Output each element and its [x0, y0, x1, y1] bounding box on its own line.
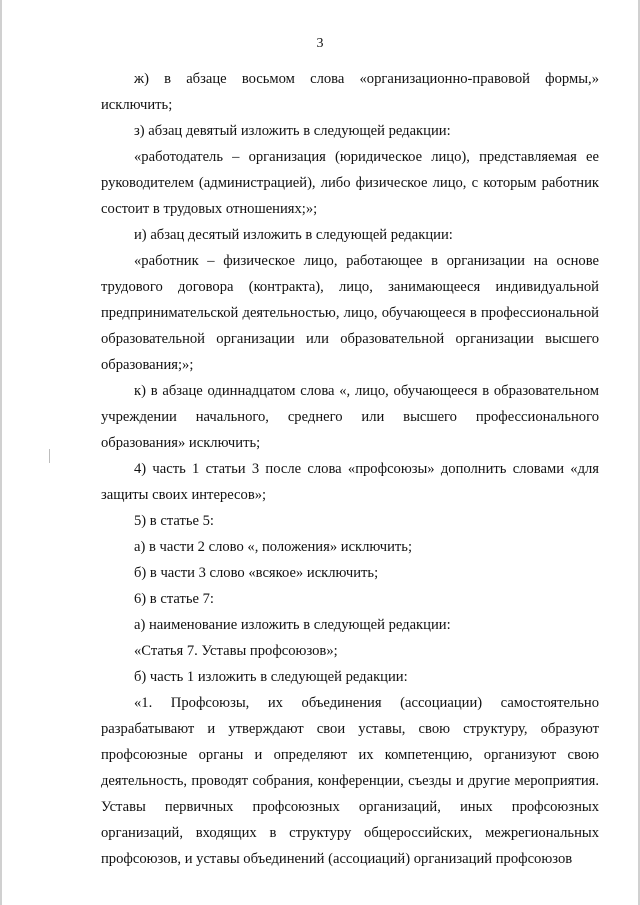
paragraph-worker-definition: «работник – физическое лицо, работающее в организации на основе трудового договора (контракта), лицо, занимающееся индивидуальной предпринимательской деятельностью, лицо, обучающееся в профессиональной образовательной организации или образовательной организации высшего образования;»;	[101, 253, 599, 373]
margin-mark	[49, 449, 50, 463]
paragraph-6a: а) наименование изложить в следующей редакции:	[134, 617, 451, 633]
paragraph-article-7-title: «Статья 7. Уставы профсоюзов»;	[134, 643, 338, 659]
paragraph-employer-definition: «работодатель – организация (юридическое лицо), представляемая ее руководителем (администрацией), либо физическое лицо, с которым работник состоит в трудовых отношениях;»;	[101, 149, 599, 217]
paragraph-5b: б) в части 3 слово «всякое» исключить;	[134, 565, 379, 581]
document-body	[101, 66, 599, 872]
paragraph-zh: ж) в абзаце восьмом слова «организационно-правовой формы,» исключить;	[101, 71, 599, 113]
paragraph-6: 6) в статье 7:	[134, 591, 214, 607]
paragraph-z: з) абзац девятый изложить в следующей редакции:	[134, 123, 451, 139]
paragraph-article-7-part-1: «1. Профсоюзы, их объединения (ассоциации) самостоятельно разрабатывают и утверждают свои уставы, свою структуру, образуют профсоюзные органы и определяют их компетенцию, организуют свою деятельность, проводят собрания, конференции, съезды и другие мероприятия. Уставы первичных профсоюзных организаций, иных профсоюзных организаций, входящих в структуру общероссийских, межрегиональных профсоюзов, и уставы объединений (ассоциаций) организаций профсоюзов	[101, 695, 599, 867]
paragraph-5: 5) в статье 5:	[134, 513, 214, 529]
paragraph-k: к) в абзаце одиннадцатом слова «, лицо, обучающееся в образовательном учреждении начального, среднего или высшего профессионального образования» исключить;	[101, 383, 599, 451]
paragraph-5a: а) в части 2 слово «, положения» исключить;	[134, 539, 413, 555]
page-number: 3	[316, 36, 324, 51]
paragraph-4: 4) часть 1 статьи 3 после слова «профсоюзы» дополнить словами «для защиты своих интересов»;	[101, 461, 599, 503]
paragraph-6b: б) часть 1 изложить в следующей редакции:	[134, 669, 408, 685]
paragraph-i: и) абзац десятый изложить в следующей редакции:	[134, 227, 453, 243]
